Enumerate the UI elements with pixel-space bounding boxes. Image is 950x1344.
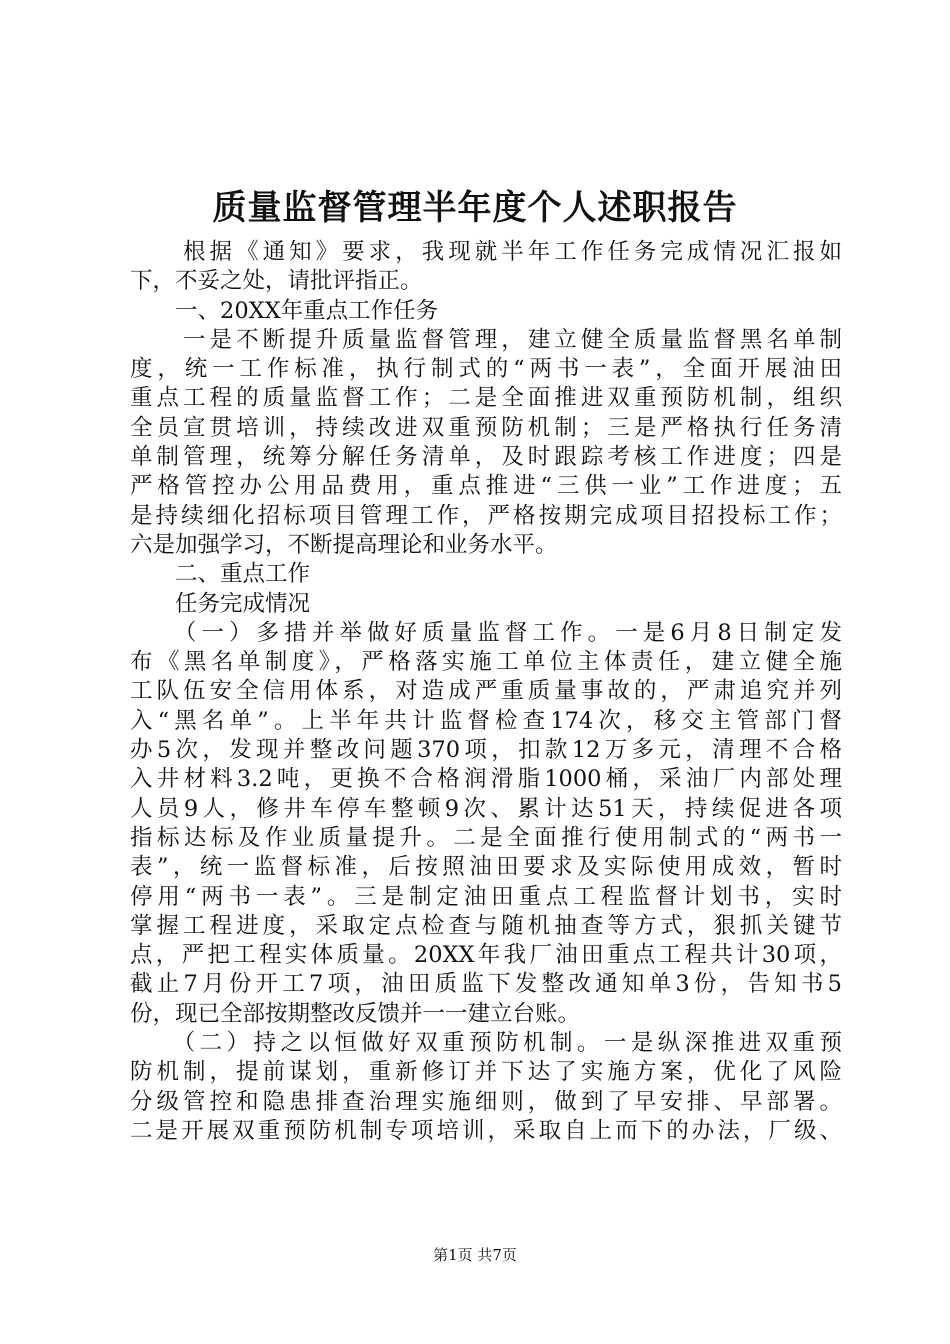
page-number-footer: 第1页 共7页	[433, 1246, 517, 1264]
body-line: 指标达标及作业质量提升。二是全面推行使用制式的“两书一	[130, 824, 842, 851]
body-line: 表”，统一监督标准，后按照油田要求及实际使用成效，暂时	[130, 854, 842, 881]
body-line: 二、重点工作	[130, 561, 311, 588]
body-line: （一）多措并举做好质量监督工作。一是6月8日制定发	[130, 619, 842, 646]
body-line: 根据《通知》要求，我现就半年工作任务完成情况汇报如	[130, 239, 842, 265]
body-line: 是持续细化招标项目管理工作，严格按期完成项目招投标工作；	[130, 502, 842, 529]
document-title: 质量监督管理半年度个人述职报告	[212, 188, 738, 228]
body-line: 办5次，发现并整改问题370项，扣款12万多元，清理不合格	[130, 737, 842, 764]
body-line: 单制管理，统筹分解任务清单，及时跟踪考核工作进度；四是	[130, 444, 842, 471]
body-line: 一、20XX年重点工作任务	[130, 297, 439, 324]
body-line: 严格管控办公用品费用，重点推进“三供一业”工作进度；五	[130, 473, 842, 500]
body-line: 二是开展双重预防机制专项培训，采取自上而下的办法，厂级、	[130, 1117, 842, 1144]
body-line: 点，严把工程实体质量。20XX年我厂油田重点工程共计30项，	[130, 942, 842, 969]
body-line: 人员9人，修井车停车整顿9次、累计达51天，持续促进各项	[130, 795, 842, 822]
body-line: 下，不妥之处，请批评指正。	[130, 268, 423, 295]
body-line: 掌握工程进度，采取定点检查与随机抽查等方式，狠抓关键节	[130, 912, 842, 939]
body-line: 停用“两书一表”。三是制定油田重点工程监督计划书，实时	[130, 883, 842, 910]
body-line: 工队伍安全信用体系，对造成严重质量事故的，严肃追究并列	[130, 678, 842, 705]
body-line: 份，现已全部按期整改反馈并一一建立台账。	[130, 1000, 581, 1027]
document-body	[130, 238, 842, 1146]
body-line: 分级管控和隐患排查治理实施细则，做到了早安排、早部署。	[130, 1088, 842, 1115]
body-line: 布《黑名单制度》，严格落实施工单位主体责任，建立健全施	[130, 649, 842, 676]
body-line: 截止7月份开工7项，油田质监下发整改通知单3份，告知书5	[130, 971, 842, 998]
body-line: 一是不断提升质量监督管理，建立健全质量监督黑名单制	[130, 326, 842, 353]
body-line: 入井材料3.2吨，更换不合格润滑脂1000桶，采油厂内部处理	[130, 766, 842, 793]
body-line: 全员宣贯培训，持续改进双重预防机制；三是严格执行任务清	[130, 414, 842, 441]
body-line: 六是加强学习，不断提高理论和业务水平。	[130, 531, 558, 558]
body-line: 重点工程的质量监督工作；二是全面推进双重预防机制，组织	[130, 385, 842, 412]
body-line: 入“黑名单”。上半年共计监督检查174次，移交主管部门督	[130, 707, 842, 734]
body-line: 任务完成情况	[130, 590, 311, 617]
body-line: 度，统一工作标准，执行制式的“两书一表”，全面开展油田	[130, 356, 842, 383]
body-line: （二）持之以恒做好双重预防机制。一是纵深推进双重预	[130, 1030, 842, 1057]
body-line: 防机制，提前谋划，重新修订并下达了实施方案，优化了风险	[130, 1059, 842, 1086]
